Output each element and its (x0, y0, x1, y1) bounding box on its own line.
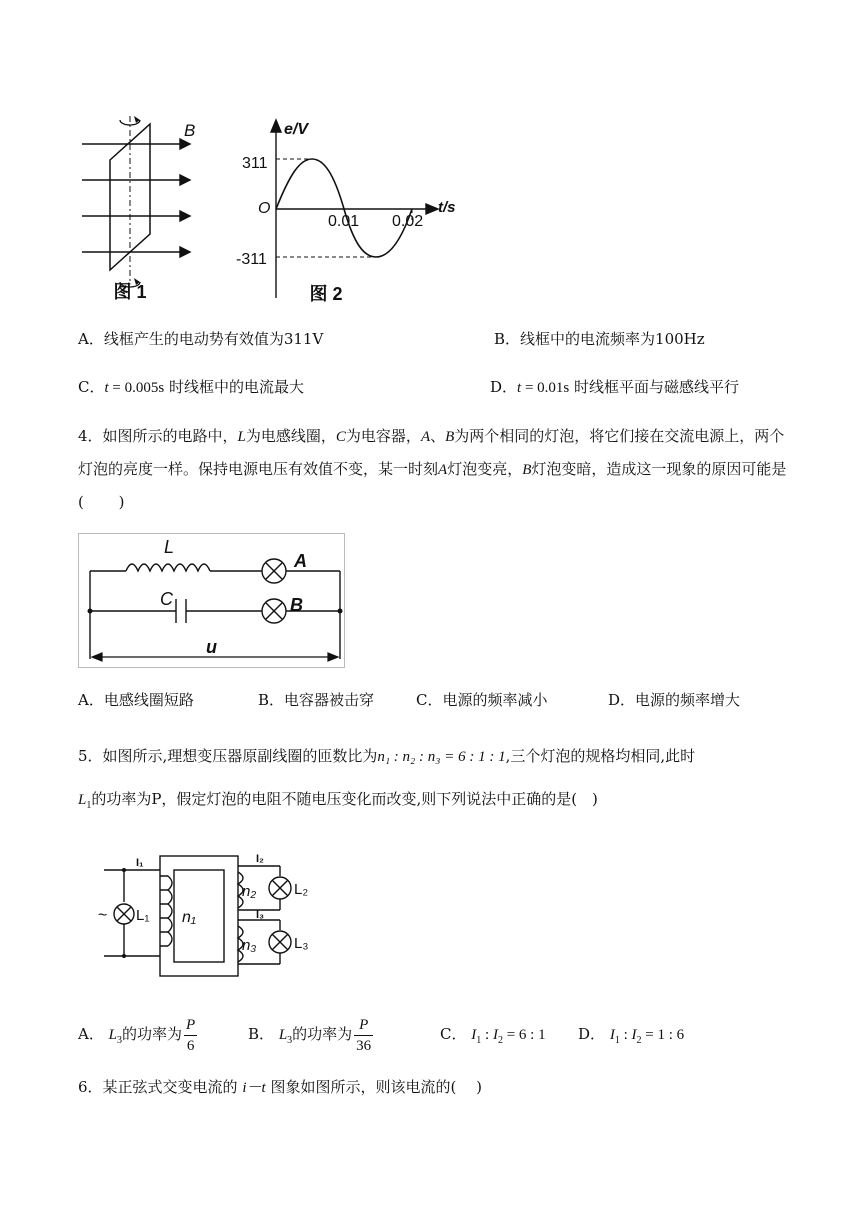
ac-source-icon: ~ (98, 907, 108, 924)
q5-option-b: B． $L_3$的功率为 $\frac{P}{36}$ (248, 1016, 372, 1054)
field-label-b: B (184, 121, 196, 140)
y-min-label: -311 (236, 251, 267, 268)
q5-option-c: C． $I_1$ : $I_2 = 6$ : 1 (440, 1025, 546, 1046)
q3-option-c: C．t = 0.005s 时线框中的电流最大 (78, 378, 304, 396)
y-axis-label: e/V (284, 121, 309, 138)
current-i1-label: I₁ (136, 857, 144, 869)
figure-1-caption: 图 1 (113, 282, 147, 302)
emf-sine-curve (276, 159, 412, 257)
inductor-label: L (164, 537, 175, 557)
lamp-l1-label: L₁ (136, 907, 150, 924)
capacitor-label: C (160, 589, 173, 609)
coil-n2-label: n₂ (242, 883, 257, 900)
q4-option-b: B．电容器被击穿 (258, 691, 375, 709)
q3-option-a: A．线框产生的电动势有效值为311V (78, 330, 324, 348)
q5-transformer-diagram (100, 850, 320, 990)
lamp-a-label: A (294, 551, 307, 571)
q5-question-line1: 5．如图所示,理想变压器原副线圈的匝数比为n₁ : n₂ : n₃ = 6 : 1 : 1,三个灯泡的规格均相同,此时 (78, 747, 696, 765)
figure-2-emf-graph (226, 112, 466, 312)
figure-1-coil-in-field (78, 112, 208, 302)
current-i3-label: I₃ (256, 909, 265, 921)
q4-option-d: D．电源的频率增大 (608, 691, 741, 709)
voltage-label: u (206, 637, 217, 657)
q3-option-b: B．线框中的电流频率为100Hz (494, 330, 705, 348)
coil-n1-label: n₁ (182, 909, 196, 926)
q3-option-d: D．t = 0.01s 时线框平面与磁感线平行 (490, 378, 740, 396)
lamp-l2-label: L₂ (294, 881, 309, 898)
y-max-label: 311 (242, 155, 268, 172)
q5-option-a: A． $L_3$的功率为 $\frac{P}{6}$ (78, 1016, 196, 1054)
lamp-l3-label: L₃ (294, 935, 309, 952)
q5-question-line2: $L_1$的功率为P，假定灯泡的电阻不随电压变化而改变,则下列说法中正确的是( ) (78, 790, 598, 811)
q4-option-c: C．电源的频率减小 (416, 691, 548, 709)
t2-label: 0.02 (392, 213, 424, 230)
figure-2-caption: 图 2 (309, 284, 343, 304)
q6-question: 6．某正弦式交变电流的 i－t 图象如图所示，则该电流的( ) (78, 1078, 482, 1096)
current-i2-label: I₂ (256, 853, 264, 865)
q5-option-d: D． $I_1$ : $I_2 = 1$ : 6 (578, 1025, 685, 1046)
q4-option-a: A．电感线圈短路 (78, 691, 194, 709)
q4-question: 4．如图所示的电路中，L为电感线圈，C为电容器，A、B为两个相同的灯泡，将它们接在交流电源上，两个灯泡的亮度一样。保持电源电压有效值不变，某一时刻A灯泡变亮，B灯泡变暗，造成这一现象的原因可能是( ) (78, 427, 787, 511)
q4-circuit-diagram (78, 533, 346, 669)
t1-label: 0.01 (328, 213, 360, 230)
coil-n3-label: n₃ (242, 937, 257, 954)
origin-label: O (258, 200, 271, 217)
lamp-b-label: B (290, 595, 303, 615)
x-axis-label: t/s (438, 199, 456, 216)
